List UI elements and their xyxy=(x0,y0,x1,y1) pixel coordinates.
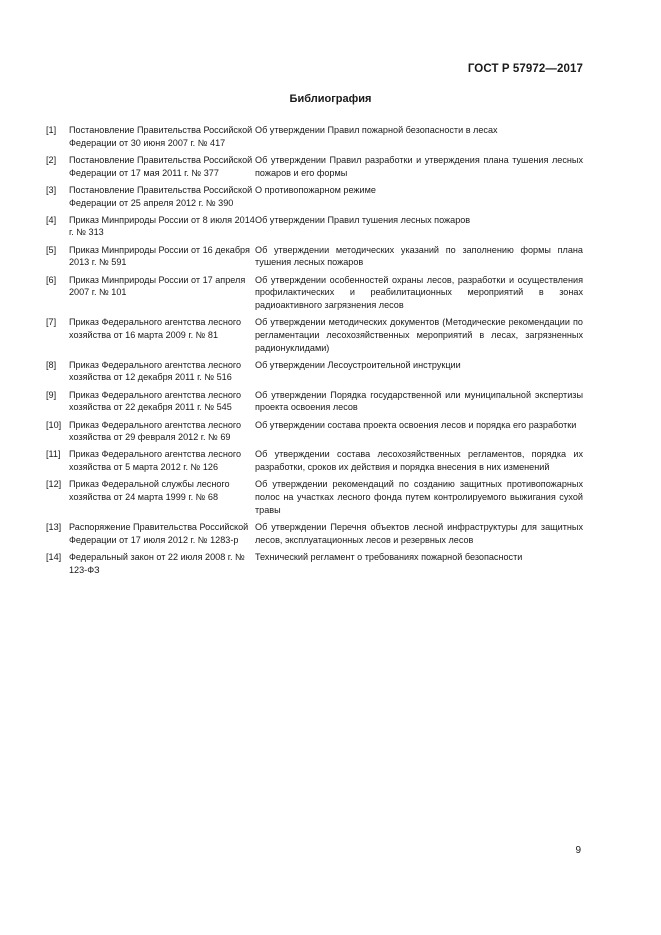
entry-number: [8] xyxy=(46,359,57,370)
bibliography-entry xyxy=(46,521,583,546)
entry-description: Об утверждении Правил тушения лесных пожаров xyxy=(255,214,471,225)
entry-source: Приказ Минприроды России от 8 июля 2014 г. № 313 xyxy=(69,214,255,238)
entry-description: Об утверждении Порядка государственной или муниципальной экспертизы проекта освоения лесов xyxy=(255,389,583,413)
page-number: 9 xyxy=(575,845,581,856)
entry-source: Приказ Минприроды России от 17 апреля 2007 г. № 101 xyxy=(69,274,246,298)
entry-source: Приказ Федерального агентства лесного хозяйства от 29 февраля 2012 г. № 69 xyxy=(69,419,242,443)
entry-number: [13] xyxy=(46,521,62,532)
entry-description: Об утверждении Лесоустроительной инструкции xyxy=(255,359,461,370)
entry-number: [7] xyxy=(46,317,57,328)
entry-number: [12] xyxy=(46,479,62,490)
entry-number: [10] xyxy=(46,419,62,430)
entry-number: [2] xyxy=(46,154,57,165)
bibliography-entry xyxy=(46,389,583,414)
bibliography-entry xyxy=(46,154,583,179)
standard-code: ГОСТ Р 57972—2017 xyxy=(467,63,583,75)
entry-source: Приказ Федерального агентства лесного хозяйства от 22 декабря 2011 г. № 545 xyxy=(69,389,242,413)
entry-number: [3] xyxy=(46,184,57,195)
bibliography-entry xyxy=(46,551,583,576)
entry-source: Распоряжение Правительства Российской Федерации от 17 июля 2012 г. № 1283-р xyxy=(69,521,249,545)
bibliography-entry xyxy=(46,359,583,384)
entry-source: Постановление Правительства Российской Федерации от 17 мая 2011 г. № 377 xyxy=(69,154,253,178)
entry-number: [6] xyxy=(46,274,57,285)
bibliography-list xyxy=(46,124,583,581)
entry-description: Об утверждении Перечня объектов лесной инфраструктуры для защитных лесов, эксплуатационных лесов и резервных лесов xyxy=(255,521,583,545)
entry-description: Об утверждении состава проекта освоения лесов и порядка его разработки xyxy=(255,419,577,430)
entry-description: Об утверждении методических указаний по заполнению формы плана тушения лесных пожаров xyxy=(255,244,583,268)
entry-source: Постановление Правительства Российской Федерации от 25 апреля 2012 г. № 390 xyxy=(69,184,253,208)
entry-source: Постановление Правительства Российской Федерации от 30 июня 2007 г. № 417 xyxy=(69,125,253,148)
entry-description: Об утверждении рекомендаций по созданию защитных противопожарных полос на участках лесного фонда путем контролируемого выжигания сухой травы xyxy=(255,479,583,515)
entry-description: Об утверждении состава лесохозяйственных регламентов, порядка их разработки, сроков их действия и порядка внесения в них изменений xyxy=(255,449,583,473)
entry-description: Об утверждении методических документов (Методические рекомендации по регламентации лесохозяйственных мероприятий в лесах, загрязненных радионуклидами) xyxy=(255,317,583,353)
bibliography-entry xyxy=(46,316,583,354)
entry-description: О противопожарном режиме xyxy=(255,184,376,195)
entry-number: [14] xyxy=(46,551,62,562)
bibliography-entry xyxy=(46,419,583,444)
entry-source: Приказ Федерального агентства лесного хозяйства от 12 декабря 2011 г. № 516 xyxy=(69,359,242,383)
bibliography-entry xyxy=(46,244,583,269)
entry-source: Федеральный закон от 22 июля 2008 г. № 123-ФЗ xyxy=(69,551,245,575)
bibliography-entry xyxy=(46,448,583,473)
bibliography-entry xyxy=(46,274,583,312)
entry-description: Технический регламент о требованиях пожарной безопасности xyxy=(255,551,523,562)
bibliography-entry xyxy=(46,124,583,149)
bibliography-entry xyxy=(46,214,583,239)
entry-source: Приказ Федеральной службы лесного хозяйства от 24 марта 1999 г. № 68 xyxy=(69,479,230,503)
entry-number: [9] xyxy=(46,389,57,400)
entry-number: [1] xyxy=(46,125,57,135)
entry-description: Об утверждении Правил пожарной безопасности в лесах xyxy=(255,125,498,135)
page-title: Библиография xyxy=(289,93,372,105)
bibliography-entry xyxy=(46,478,583,516)
entry-source: Приказ Федерального агентства лесного хозяйства от 5 марта 2012 г. № 126 xyxy=(69,449,242,473)
entry-description: Об утверждении особенностей охраны лесов, разработки и осуществления профилактических и реабилитационных мероприятий в зонах радиоактивного загрязнения лесов xyxy=(255,274,583,310)
entry-description: Об утверждении Правил разработки и утверждения плана тушения лесных пожаров и его формы xyxy=(255,154,583,178)
entry-source: Приказ Федерального агентства лесного хозяйства от 16 марта 2009 г. № 81 xyxy=(69,317,242,340)
entry-number: [4] xyxy=(46,214,57,225)
entry-source: Приказ Минприроды России от 16 декабря 2013 г. № 591 xyxy=(69,244,250,268)
bibliography-entry xyxy=(46,184,583,209)
entry-number: [11] xyxy=(46,449,61,460)
entry-number: [5] xyxy=(46,244,57,255)
